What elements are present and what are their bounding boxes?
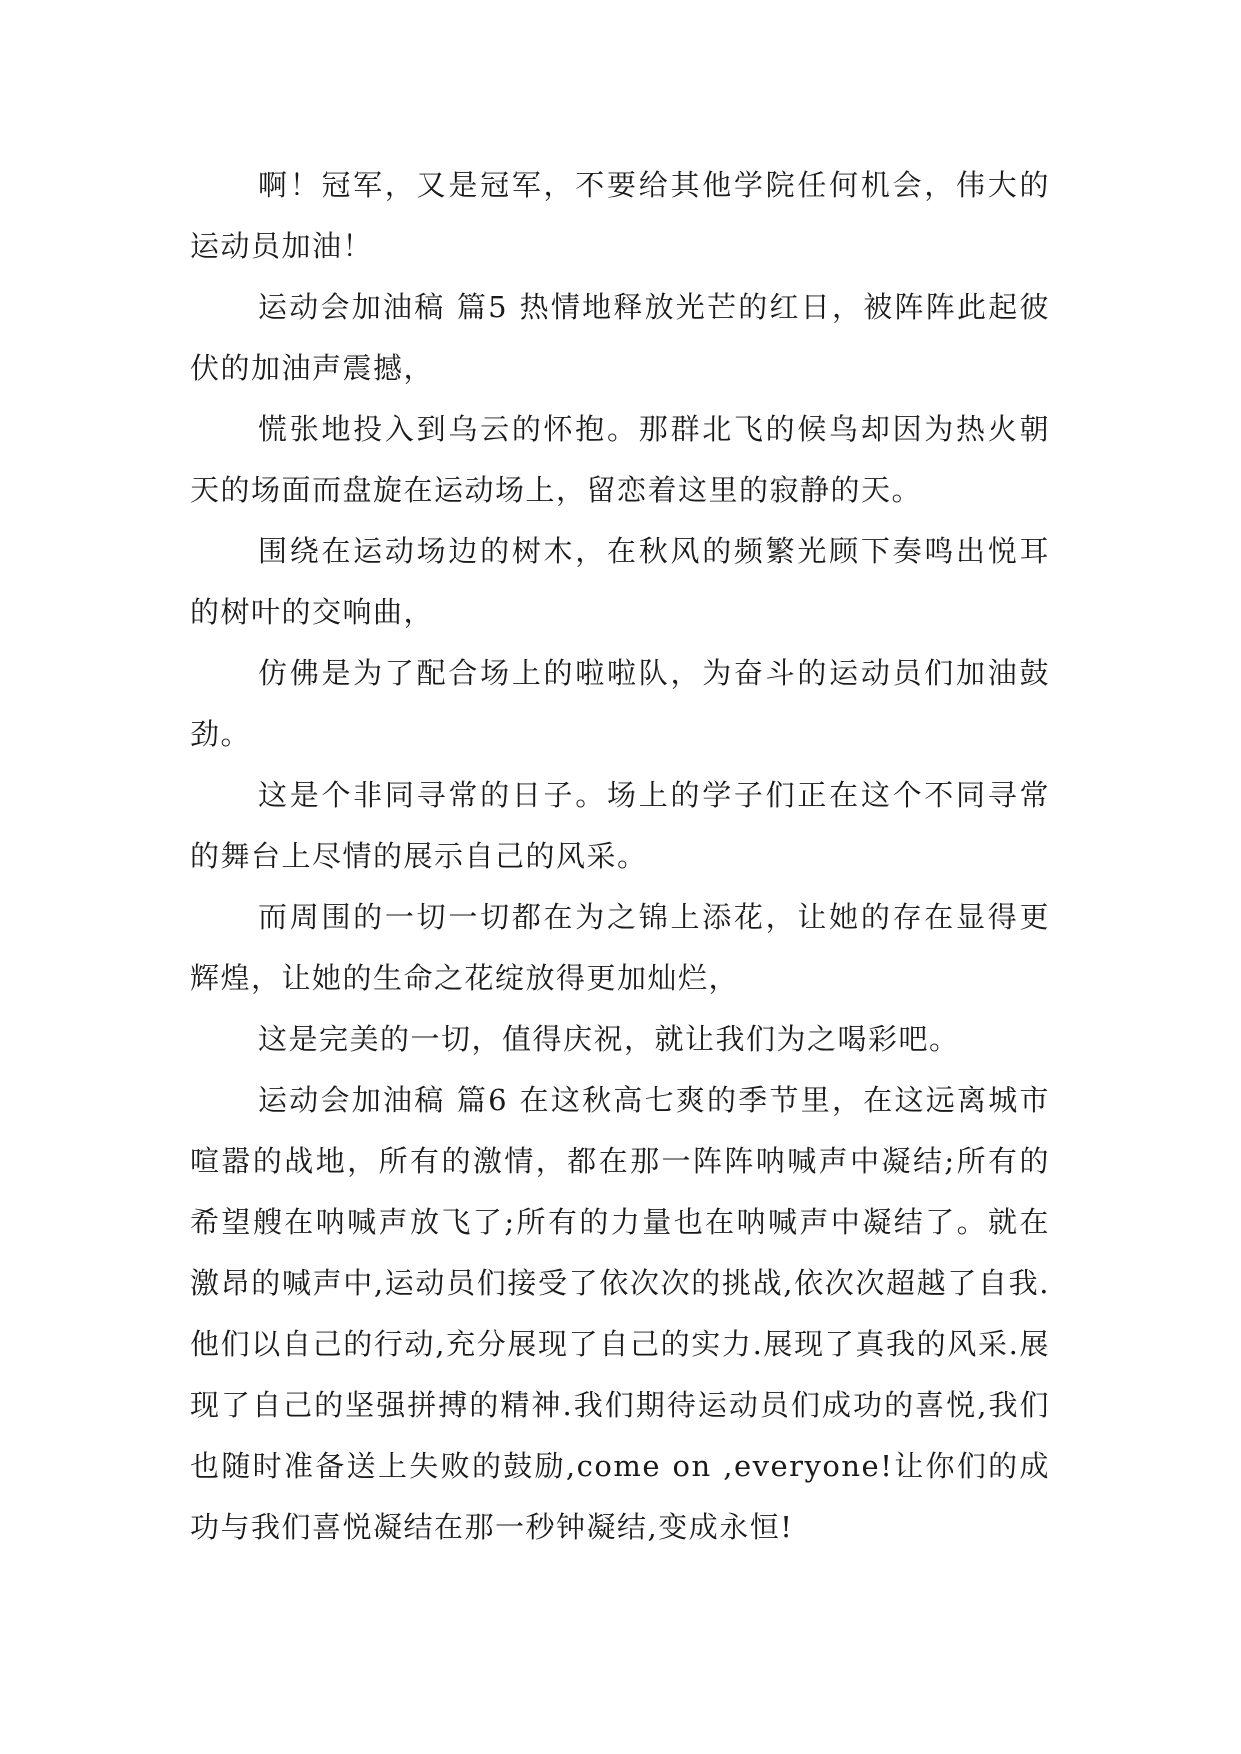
paragraph: 慌张地投入到乌云的怀抱。那群北飞的候鸟却因为热火朝天的场面而盘旋在运动场上，留恋着这里的寂静的天。 [190,412,1050,507]
paragraph: 这是完美的一切，值得庆祝，就让我们为之喝彩吧。 [258,1022,960,1056]
paragraph: 运动会加油稿 篇6 在这秋高七爽的季节里，在这远离城市喧嚣的战地，所有的激情，都在那一阵阵呐喊声中凝结;所有的希望艘在呐喊声放飞了;所有的力量也在呐喊声中凝结了。就在激昂的喊声中,运动员们接受了依次次的挑战,依次次超越了自我.他们以自己的行动,充分展现了自己的实力.展现了真我的风采.展现了自己的坚强拼搏的精神.我们期待运动员们成功的喜悦,我们也随时准备送上失败的鼓励,come on ,everyone!让你们的成功与我们喜悦凝结在那一秒钟凝结,变成永恒! [190,1083,1050,1544]
paragraph: 仿佛是为了配合场上的啦啦队，为奋斗的运动员们加油鼓劲。 [190,656,1050,751]
paragraph: 围绕在运动场边的树木，在秋风的频繁光顾下奏鸣出悦耳的树叶的交响曲， [190,534,1050,629]
paragraph: 运动会加油稿 篇5 热情地释放光芒的红日，被阵阵此起彼伏的加油声震撼， [190,290,1050,385]
paragraph: 这是个非同寻常的日子。场上的学子们正在这个不同寻常的舞台上尽情的展示自己的风采。 [190,778,1050,873]
paragraph: 而周围的一切一切都在为之锦上添花，让她的存在显得更辉煌，让她的生命之花绽放得更加灿烂， [190,900,1050,995]
paragraph: 啊！冠军，又是冠军，不要给其他学院任何机会，伟大的运动员加油！ [190,168,1050,263]
document-body [190,155,1050,1558]
